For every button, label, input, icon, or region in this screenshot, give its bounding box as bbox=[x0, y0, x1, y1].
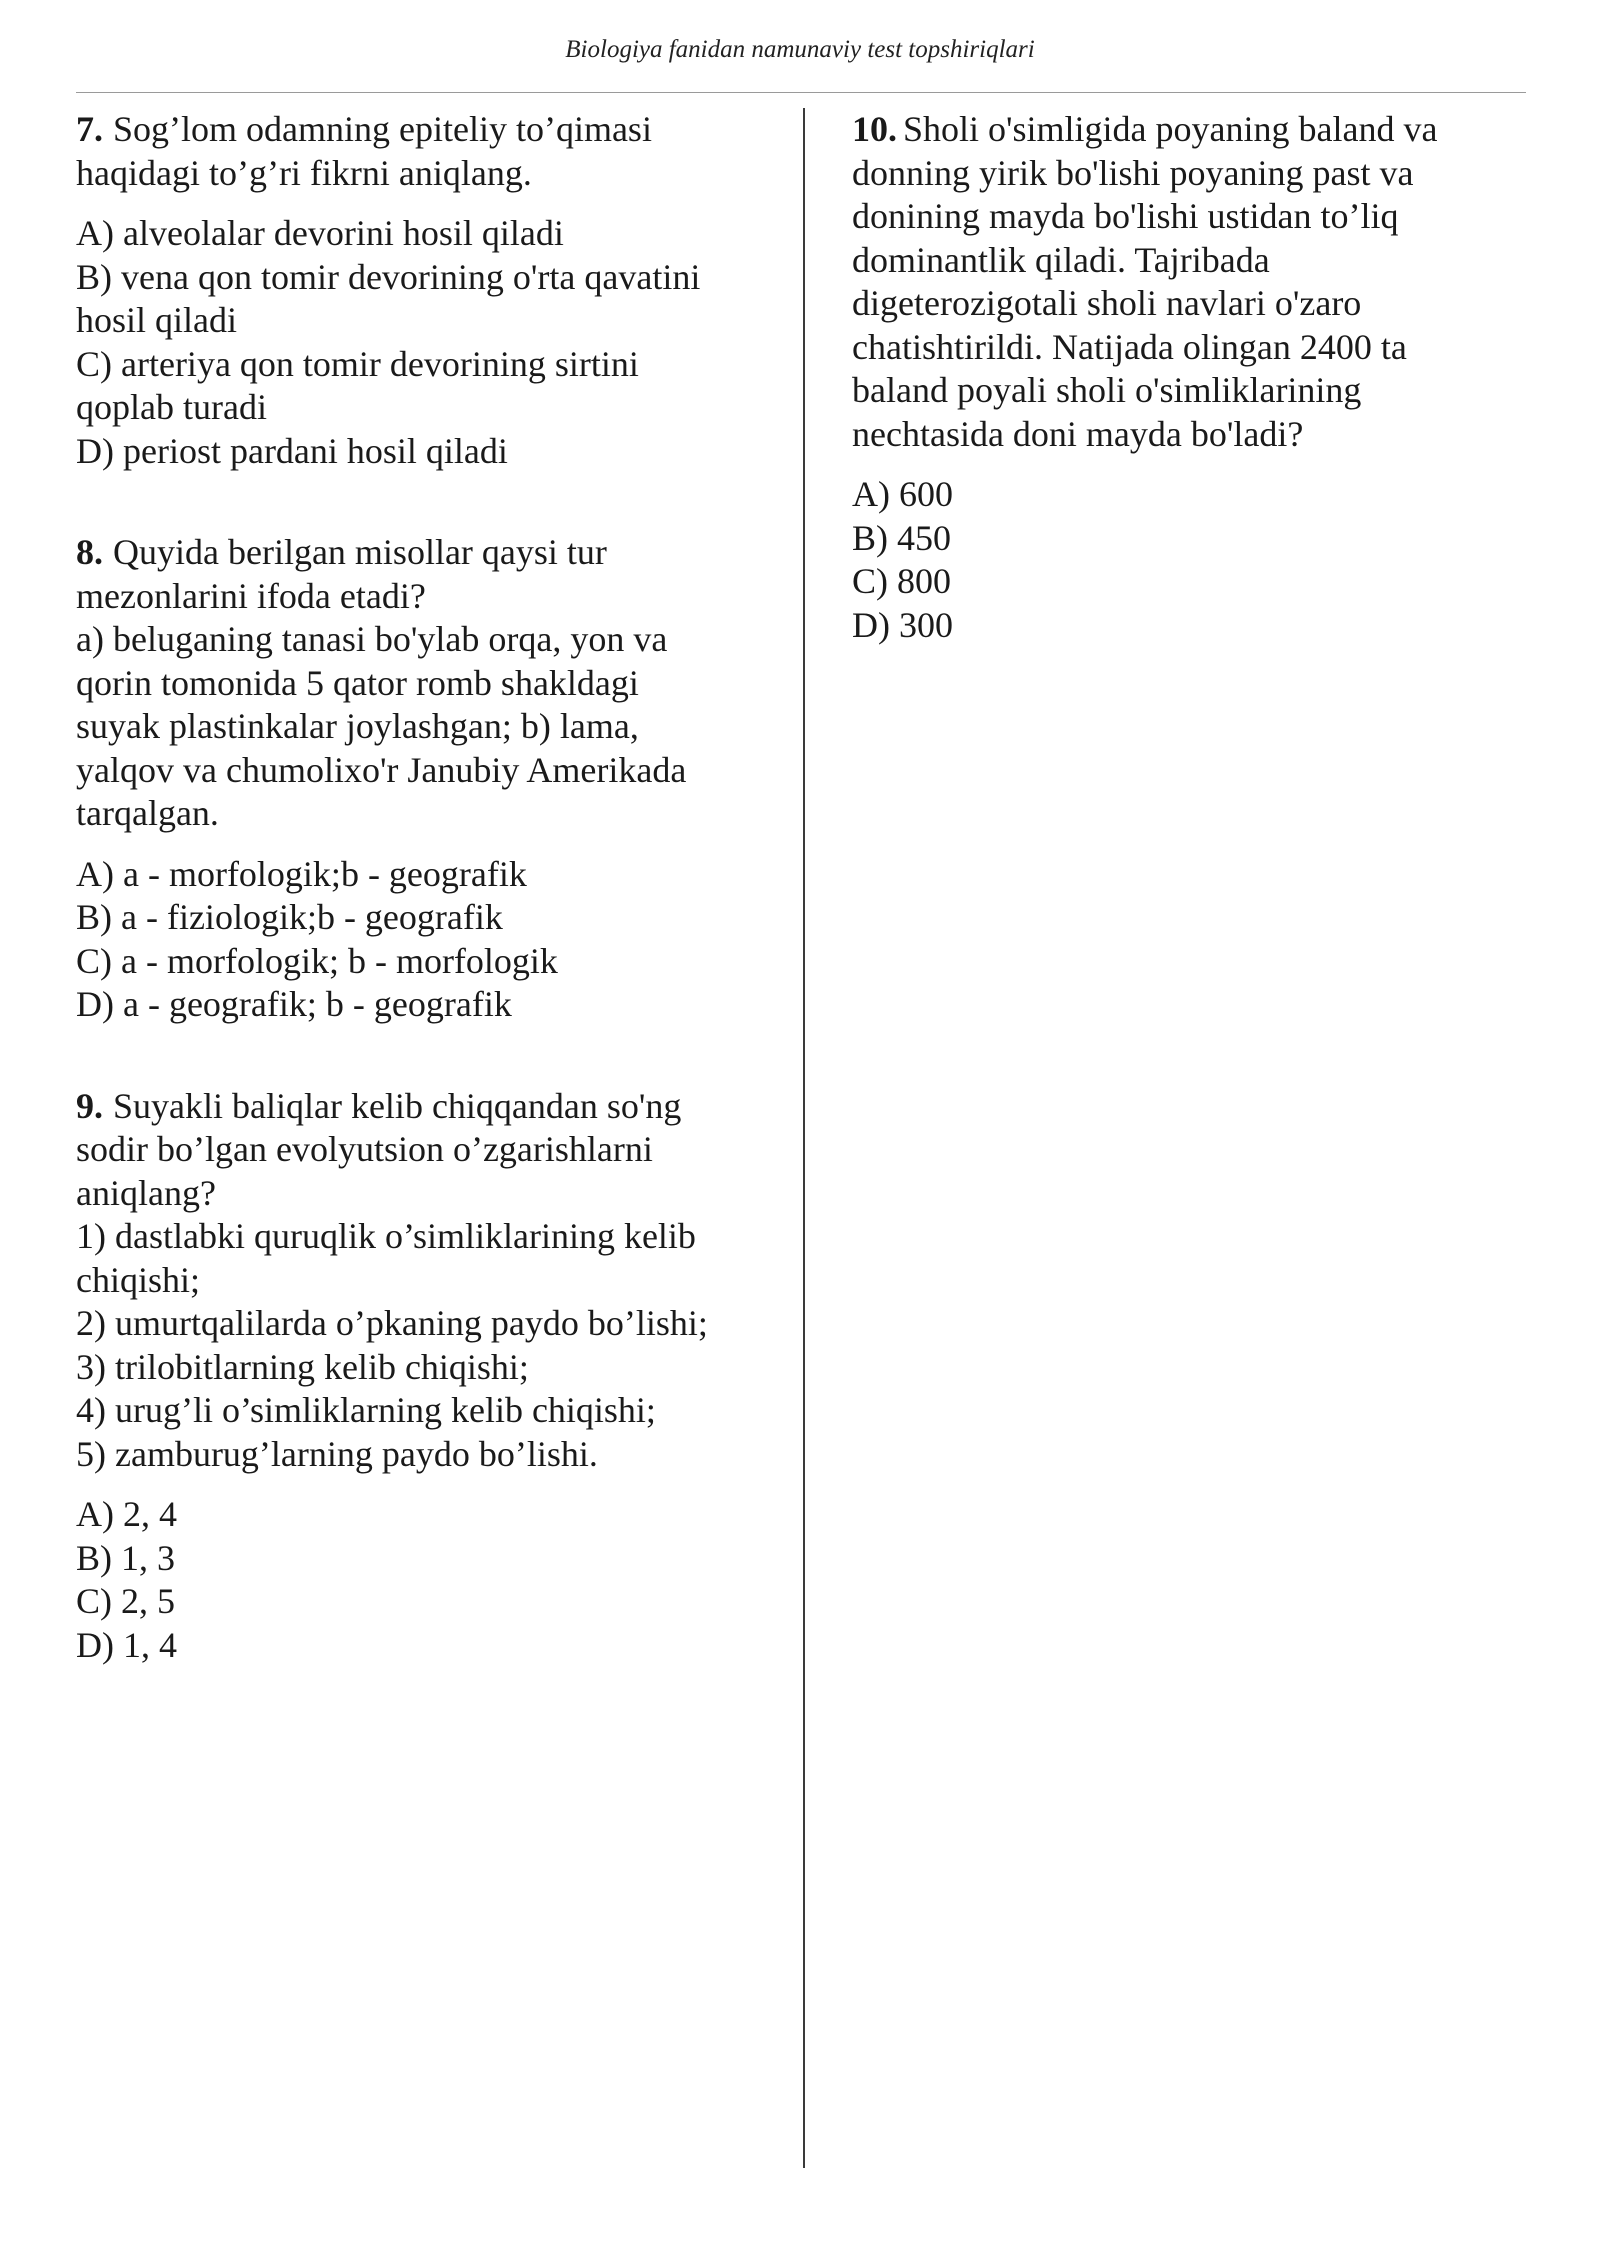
question-text-line: suyak plastinkalar joylashgan; b) lama, bbox=[76, 706, 639, 746]
column-divider bbox=[803, 108, 805, 2168]
option-c[interactable]: C) a - morfologik; b - morfologik bbox=[76, 940, 558, 981]
question-text-line: 3) trilobitlarning kelib chiqishi; bbox=[76, 1346, 529, 1387]
question-text-line: dominantlik qiladi. Tajribada bbox=[852, 239, 1270, 280]
option-d[interactable]: D) periost pardani hosil qiladi bbox=[76, 430, 508, 471]
question-10 bbox=[852, 108, 1532, 456]
question-text-line: 4) urug’li o’simliklarning kelib chiqishi; bbox=[76, 1390, 656, 1430]
question-text-line: aniqlang? bbox=[76, 1172, 216, 1213]
question-text-line: a) beluganing tanasi bo'ylab orqa, yon va bbox=[76, 619, 668, 659]
header-divider bbox=[76, 92, 1526, 93]
question-7 bbox=[76, 108, 776, 195]
question-text-line: 8. Quyida berilgan misollar qaysi tur bbox=[76, 532, 607, 572]
answer-options bbox=[76, 853, 776, 1027]
question-number: 9. bbox=[76, 1085, 103, 1126]
option-a[interactable]: A) a - morfologik;b - geografik bbox=[76, 853, 527, 894]
question-text-line: donning yirik bo'lishi poyaning past va bbox=[852, 152, 1414, 193]
question-text-line: donining mayda bo'lishi ustidan to’liq bbox=[852, 196, 1399, 236]
answer-options bbox=[76, 212, 776, 473]
answer-options bbox=[76, 1493, 776, 1667]
option-a[interactable]: A) alveolalar devorini hosil qiladi bbox=[76, 213, 564, 253]
question-number: 7. bbox=[76, 109, 103, 149]
question-text-line: 7. Sog’lom odamning epiteliy to’qimasi bbox=[76, 109, 652, 149]
option-b[interactable]: B) 1, 3 bbox=[76, 1537, 175, 1578]
question-text-line: mezonlarini ifoda etadi? bbox=[76, 575, 426, 616]
option-d[interactable]: D) 300 bbox=[852, 604, 953, 645]
option-d[interactable]: D) a - geografik; b - geografik bbox=[76, 984, 512, 1024]
option-c[interactable]: C) 800 bbox=[852, 561, 951, 601]
right-column bbox=[852, 108, 1532, 705]
page-header: Biologiya fanidan namunaviy test topshiriqlari bbox=[565, 36, 1035, 63]
question-9 bbox=[76, 1085, 776, 1477]
question-text-line: 5) zamburug’larning paydo bo’lishi. bbox=[76, 1433, 598, 1474]
question-text-line: 9. Suyakli baliqlar kelib chiqqandan so'ng bbox=[76, 1085, 682, 1126]
question-text-line: chiqishi; bbox=[76, 1259, 200, 1300]
question-text-line: tarqalgan. bbox=[76, 793, 219, 833]
question-text-line: qorin tomonida 5 qator romb shakldagi bbox=[76, 662, 639, 703]
option-b-continued[interactable]: hosil qiladi bbox=[76, 300, 237, 340]
option-c[interactable]: C) 2, 5 bbox=[76, 1581, 175, 1621]
question-text-line: sodir bo’lgan evolyutsion o’zgarishlarni bbox=[76, 1129, 653, 1169]
question-text-line: yalqov va chumolixo'r Janubiy Amerikada bbox=[76, 749, 687, 790]
option-b[interactable]: B) vena qon tomir devorining o'rta qavatini bbox=[76, 256, 701, 297]
option-a[interactable]: A) 2, 4 bbox=[76, 1494, 177, 1534]
question-text-line: digeterozigotali sholi navlari o'zaro bbox=[852, 283, 1362, 323]
question-text-line: nechtasida doni mayda bo'ladi? bbox=[852, 413, 1304, 454]
option-d[interactable]: D) 1, 4 bbox=[76, 1624, 177, 1665]
question-text-line: baland poyali sholi o'simliklarining bbox=[852, 370, 1362, 410]
question-number: 10. bbox=[852, 109, 897, 149]
option-b[interactable]: B) a - fiziologik;b - geografik bbox=[76, 897, 503, 937]
question-text-line: haqidagi to’g’ri fikrni aniqlang. bbox=[76, 152, 532, 193]
left-column bbox=[76, 108, 776, 1725]
question-text-line: 2) umurtqalilarda o’pkaning paydo bo’lishi; bbox=[76, 1303, 708, 1343]
answer-options bbox=[852, 473, 1532, 647]
question-8 bbox=[76, 531, 776, 836]
question-text-line: chatishtirildi. Natijada olingan 2400 ta bbox=[852, 326, 1407, 367]
option-a[interactable]: A) 600 bbox=[852, 474, 953, 514]
question-text-line: 1) dastlabki quruqlik o’simliklarining kelib bbox=[76, 1216, 696, 1256]
option-c[interactable]: C) arteriya qon tomir devorining sirtini bbox=[76, 343, 639, 384]
option-b[interactable]: B) 450 bbox=[852, 517, 951, 558]
question-number: 8. bbox=[76, 532, 103, 572]
question-text-line: 10. Sholi o'simligida poyaning baland va bbox=[852, 109, 1438, 149]
option-c-continued[interactable]: qoplab turadi bbox=[76, 387, 267, 427]
